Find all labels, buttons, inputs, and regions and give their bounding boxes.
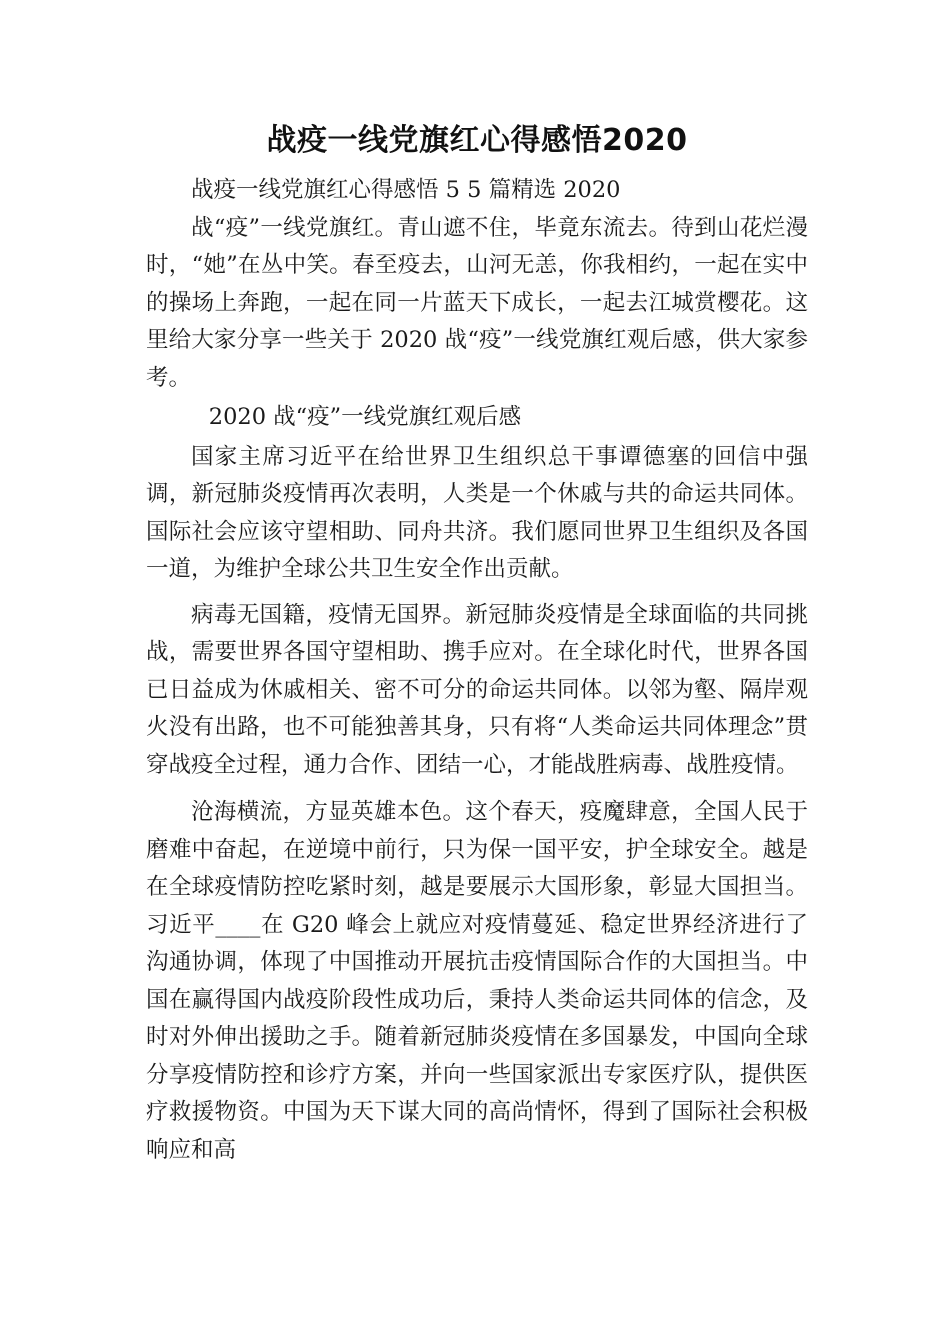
intro-paragraph: 战“疫”一线党旗红。青山遮不住，毕竟东流去。待到山花烂漫时，“她”在丛中笑。春至疫去，山河无恙，你我相约，一起在实中的操场上奔跑，一起在同一片蓝天下成长，一起去江城赏樱花。这里给大家分享一些关于 2020 战“疫”一线党旗红观后感，供大家参考。 [146, 214, 808, 391]
intro-line: 战疫一线党旗红心得感悟 5 5 篇精选 2020 [191, 177, 621, 203]
body-paragraph: 沧海横流，方显英雄本色。这个春天，疫魔肆意，全国人民于磨难中奋起，在逆境中前行，只为保一国平安，护全球安全。越是在全球疫情防控吃紧时刻，越是要展示大国形象，彰显大国担当。习近平____在 G20 峰会上就应对疫情蔓延、稳定世界经济进行了沟通协调，体现了中国推动开展抗击疫情国际合作的大国担当。中国在赢得国内战疫阶段性成功后，秉持人类命运共同体的信念，及时对外伸出援助之手。随着新冠肺炎疫情在多国暴发，中国向全球分享疫情防控和诊疗方案，并向一些国家派出专家医疗队，提供医疗救援物资。中国为天下谋大同的高尚情怀，得到了国际社会积极响应和高 [146, 799, 808, 1163]
body-paragraph: 国家主席习近平在给世界卫生组织总干事谭德塞的回信中强调，新冠肺炎疫情再次表明，人类是一个休戚与共的命运共同体。国际社会应该守望相助、同舟共济。我们愿同世界卫生组织及各国一道，为维护全球公共卫生安全作出贡献。 [146, 443, 808, 582]
document-body [146, 118, 808, 1169]
body-paragraph: 病毒无国籍，疫情无国界。新冠肺炎疫情是全球面临的共同挑战，需要世界各国守望相助、携手应对。在全球化时代，世界各国已日益成为休戚相关、密不可分的命运共同体。以邻为壑、隔岸观火没有出路，也不可能独善其身，只有将“人类命运共同体理念”贯穿战疫全过程，通力合作、团结一心，才能战胜病毒、战胜疫情。 [146, 601, 808, 778]
document-title: 战疫一线党旗红心得感悟2020 [266, 123, 688, 158]
section-heading: 2020 战“疫”一线党旗红观后感 [208, 404, 522, 430]
